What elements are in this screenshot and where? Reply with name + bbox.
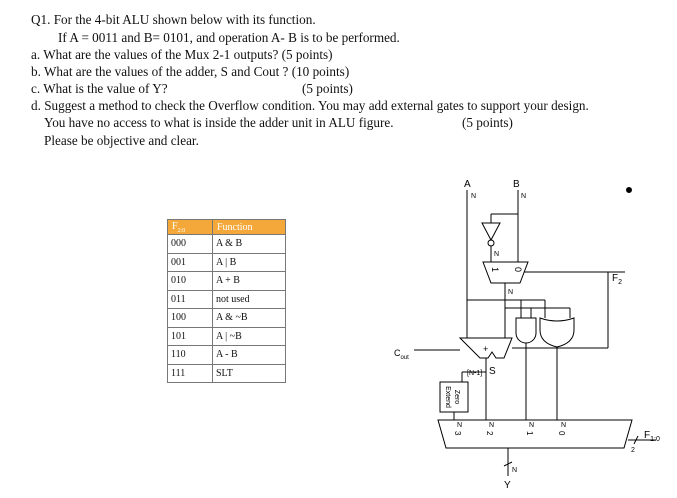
mux-4to1 — [438, 420, 632, 448]
dot-marker — [627, 188, 632, 193]
question-item-d-line3: Please be objective and clear. — [44, 133, 199, 148]
cout-label: $C_{out}$ — [394, 348, 409, 361]
mux4-input-0: 0 — [557, 431, 566, 436]
bus-n-a: N — [471, 193, 477, 200]
mux-input-0: 0 — [513, 267, 523, 273]
or-gate — [540, 318, 574, 347]
bus-n-m1: N — [529, 422, 535, 429]
bus-n-m2: N — [489, 422, 495, 429]
table-row: 100 A & ~B — [168, 309, 286, 328]
mux-input-1: 1 — [490, 267, 500, 273]
question-item-d: d. Suggest a method to check the Overflow condition. You may add external gates to support your design. — [31, 98, 589, 113]
and-gate — [516, 318, 536, 343]
bus-n-mux: N — [508, 289, 514, 296]
table-row: 011 not used — [168, 290, 286, 309]
table-row: 110 A - B — [168, 346, 286, 365]
bus-n-y: N — [512, 467, 518, 474]
question-item-b: b. What are the values of the adder, S and Cout ? (10 points) — [31, 64, 350, 79]
bus-n-m0: N — [561, 422, 567, 429]
mux4-input-3: 3 — [453, 431, 462, 436]
f2-label: $F_2$ — [612, 273, 623, 286]
question-item-c-points: (5 points) — [302, 81, 353, 96]
bus-n-b: N — [521, 193, 527, 200]
mux4-input-1: 1 — [525, 431, 534, 436]
table-row: 101 A | ~B — [168, 327, 286, 346]
table-row: 010 A + B — [168, 272, 286, 291]
header-function: Function — [213, 220, 286, 235]
adder-plus: + — [483, 344, 489, 354]
sum-bus-label: [N-1] — [467, 370, 483, 377]
question-item-d-line2: You have no access to what is inside the adder unit in ALU figure. — [44, 115, 394, 130]
mux-2to1 — [483, 262, 528, 283]
zero-extend-label-1: Zero — [453, 389, 460, 405]
mux4-input-2: 2 — [485, 431, 494, 436]
question-item-d-points: (5 points) — [462, 115, 513, 130]
output-y-label: Y — [504, 480, 511, 491]
table-row: 111 SLT — [168, 364, 286, 383]
table-row: 000 A & B — [168, 235, 286, 254]
sum-s-label: S — [489, 366, 496, 377]
bus-n-m3: N — [457, 422, 463, 429]
question-item-c: c. What is the value of Y? — [31, 81, 168, 96]
inverter-gate — [482, 223, 500, 240]
zero-extend-label-2: Extend — [444, 386, 451, 408]
bus-n-inv: N — [494, 251, 500, 258]
f10-label: $F_{1:0}$ — [644, 430, 660, 443]
question-intro: If A = 0011 and B= 0101, and operation A- B is to be performed. — [58, 30, 400, 45]
bus-2-label: 2 — [631, 447, 635, 454]
input-b-label: B — [513, 179, 520, 190]
input-a-label: A — [464, 179, 471, 190]
question-title: Q1. For the 4-bit ALU shown below with its function. — [31, 12, 316, 27]
question-item-a: a. What are the values of the Mux 2-1 outputs? (5 points) — [31, 47, 333, 62]
table-row: 001 A | B — [168, 253, 286, 272]
header-f: $F_{2:0}$ — [168, 220, 213, 235]
